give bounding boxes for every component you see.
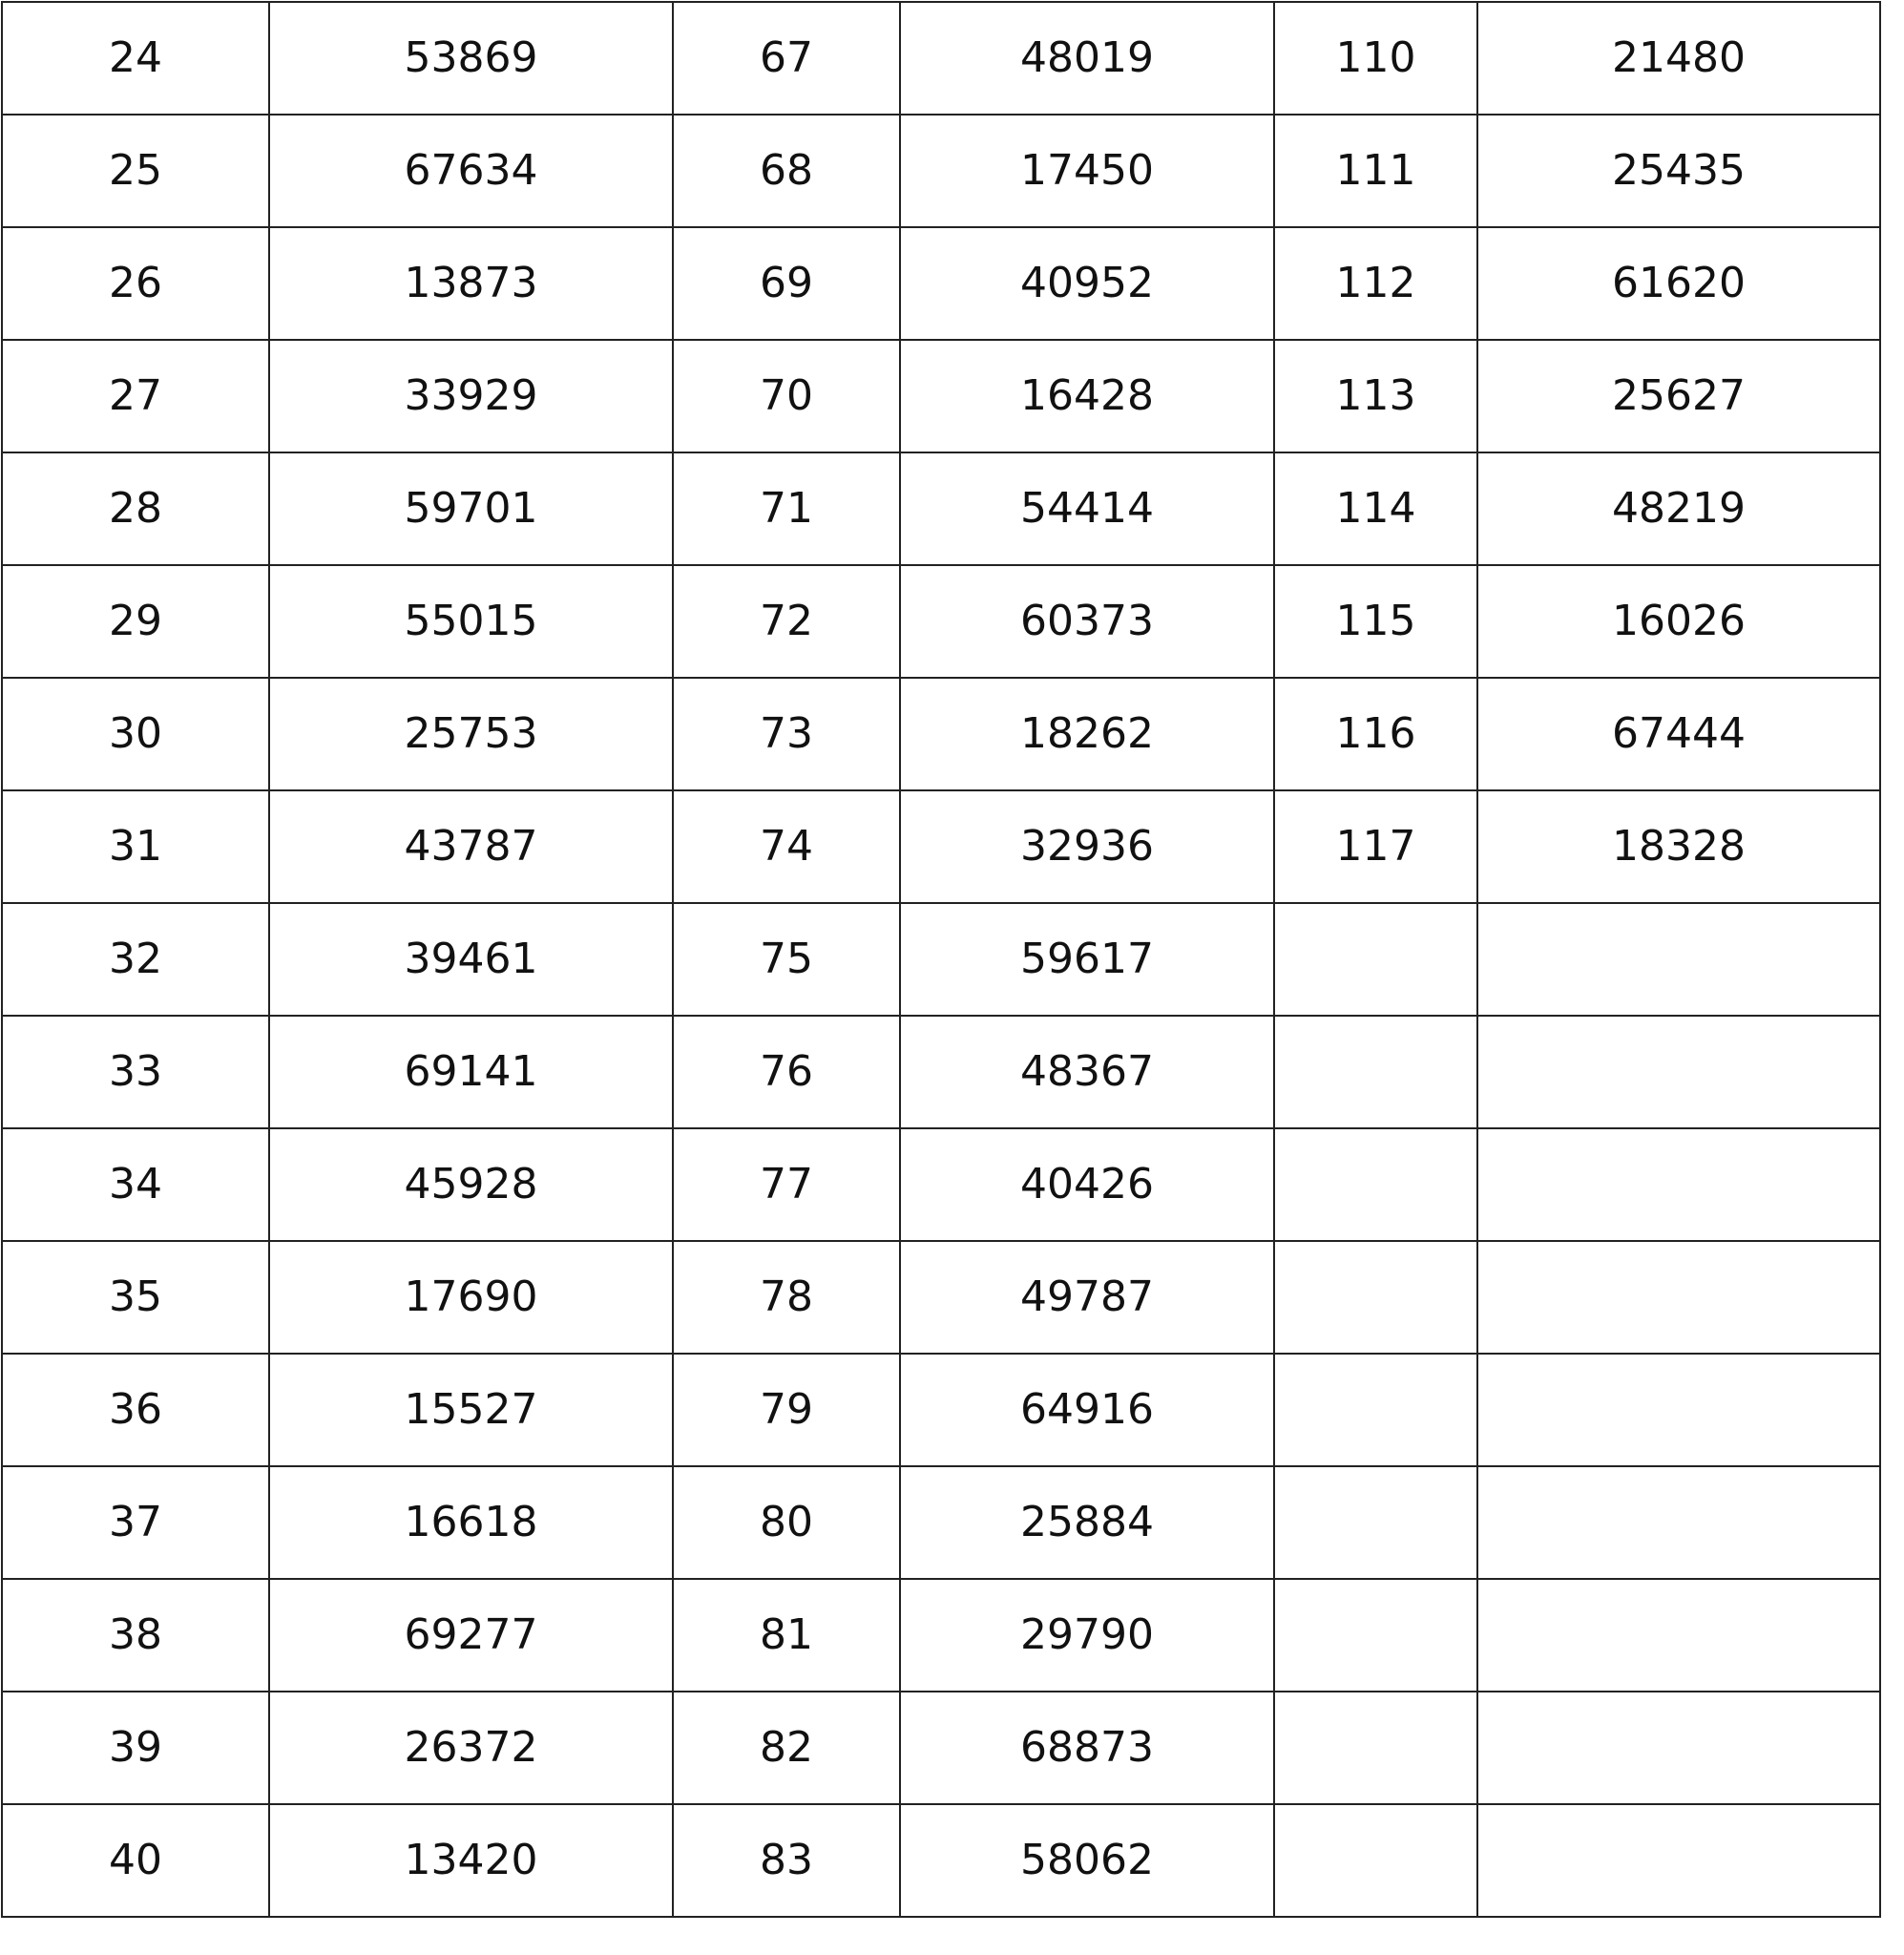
table-row [2,1016,1880,1128]
index-cell: 32 [2,903,269,1016]
table-body [2,2,1880,1917]
value-cell: 21480 [1477,2,1880,115]
value-cell [1477,1804,1880,1917]
table-row [2,115,1880,227]
index-cell: 111 [1274,115,1477,227]
value-cell: 43787 [269,790,673,903]
index-cell: 113 [1274,340,1477,452]
value-cell: 16026 [1477,565,1880,678]
index-cell: 27 [2,340,269,452]
index-cell: 26 [2,227,269,340]
value-cell: 25884 [900,1466,1274,1579]
table-row [2,678,1880,790]
value-cell: 15527 [269,1354,673,1466]
table-row [2,903,1880,1016]
value-cell: 32936 [900,790,1274,903]
value-cell: 60373 [900,565,1274,678]
index-cell: 73 [673,678,900,790]
index-cell: 69 [673,227,900,340]
table-row [2,1241,1880,1354]
index-cell: 37 [2,1466,269,1579]
value-cell: 48019 [900,2,1274,115]
value-cell: 13873 [269,227,673,340]
index-cell: 39 [2,1692,269,1804]
value-cell: 55015 [269,565,673,678]
value-cell: 25627 [1477,340,1880,452]
index-cell: 78 [673,1241,900,1354]
index-cell: 77 [673,1128,900,1241]
value-cell: 17690 [269,1241,673,1354]
value-cell: 16618 [269,1466,673,1579]
value-cell: 17450 [900,115,1274,227]
index-cell: 28 [2,452,269,565]
table-row [2,1692,1880,1804]
index-cell [1274,903,1477,1016]
index-cell: 82 [673,1692,900,1804]
value-cell [1477,1128,1880,1241]
index-cell [1274,1692,1477,1804]
index-cell [1274,1579,1477,1692]
value-cell [1477,903,1880,1016]
value-cell: 67634 [269,115,673,227]
value-cell: 39461 [269,903,673,1016]
value-cell: 48367 [900,1016,1274,1128]
index-cell [1274,1128,1477,1241]
index-cell: 117 [1274,790,1477,903]
value-cell: 26372 [269,1692,673,1804]
value-cell: 33929 [269,340,673,452]
value-cell: 59701 [269,452,673,565]
index-cell: 34 [2,1128,269,1241]
index-cell: 68 [673,115,900,227]
index-cell [1274,1466,1477,1579]
value-cell: 18328 [1477,790,1880,903]
index-cell: 36 [2,1354,269,1466]
index-cell: 71 [673,452,900,565]
index-cell: 38 [2,1579,269,1692]
table-row [2,340,1880,452]
value-cell: 25753 [269,678,673,790]
table-row [2,1354,1880,1466]
value-cell: 45928 [269,1128,673,1241]
index-cell: 33 [2,1016,269,1128]
index-cell [1274,1241,1477,1354]
index-cell: 31 [2,790,269,903]
value-cell: 69277 [269,1579,673,1692]
index-cell: 30 [2,678,269,790]
table-row [2,565,1880,678]
index-cell: 81 [673,1579,900,1692]
index-cell: 115 [1274,565,1477,678]
index-cell [1274,1016,1477,1128]
value-cell: 18262 [900,678,1274,790]
table-row [2,1579,1880,1692]
index-cell: 70 [673,340,900,452]
value-cell [1477,1692,1880,1804]
value-cell [1477,1016,1880,1128]
value-cell: 58062 [900,1804,1274,1917]
value-cell: 48219 [1477,452,1880,565]
index-cell: 40 [2,1804,269,1917]
value-cell: 49787 [900,1241,1274,1354]
value-cell [1477,1241,1880,1354]
value-cell: 40952 [900,227,1274,340]
index-cell: 83 [673,1804,900,1917]
index-cell: 72 [673,565,900,678]
value-cell: 69141 [269,1016,673,1128]
value-cell: 59617 [900,903,1274,1016]
index-cell: 29 [2,565,269,678]
value-cell: 54414 [900,452,1274,565]
value-cell: 61620 [1477,227,1880,340]
table-row [2,1466,1880,1579]
index-cell: 79 [673,1354,900,1466]
table-row [2,1128,1880,1241]
value-cell: 53869 [269,2,673,115]
value-cell [1477,1466,1880,1579]
value-cell: 68873 [900,1692,1274,1804]
value-cell: 13420 [269,1804,673,1917]
index-cell: 74 [673,790,900,903]
index-cell: 25 [2,115,269,227]
value-cell: 40426 [900,1128,1274,1241]
index-cell: 80 [673,1466,900,1579]
index-cell: 67 [673,2,900,115]
index-cell: 24 [2,2,269,115]
table-row [2,790,1880,903]
value-cell: 64916 [900,1354,1274,1466]
value-cell: 16428 [900,340,1274,452]
index-cell: 75 [673,903,900,1016]
table-row [2,227,1880,340]
value-cell: 29790 [900,1579,1274,1692]
value-cell [1477,1579,1880,1692]
table-row [2,452,1880,565]
value-cell [1477,1354,1880,1466]
data-table [1,1,1881,1918]
table-row [2,1804,1880,1917]
index-cell: 110 [1274,2,1477,115]
index-cell: 116 [1274,678,1477,790]
index-cell [1274,1804,1477,1917]
index-cell [1274,1354,1477,1466]
index-cell: 114 [1274,452,1477,565]
value-cell: 25435 [1477,115,1880,227]
index-cell: 35 [2,1241,269,1354]
value-cell: 67444 [1477,678,1880,790]
index-cell: 76 [673,1016,900,1128]
index-cell: 112 [1274,227,1477,340]
table-row [2,2,1880,115]
